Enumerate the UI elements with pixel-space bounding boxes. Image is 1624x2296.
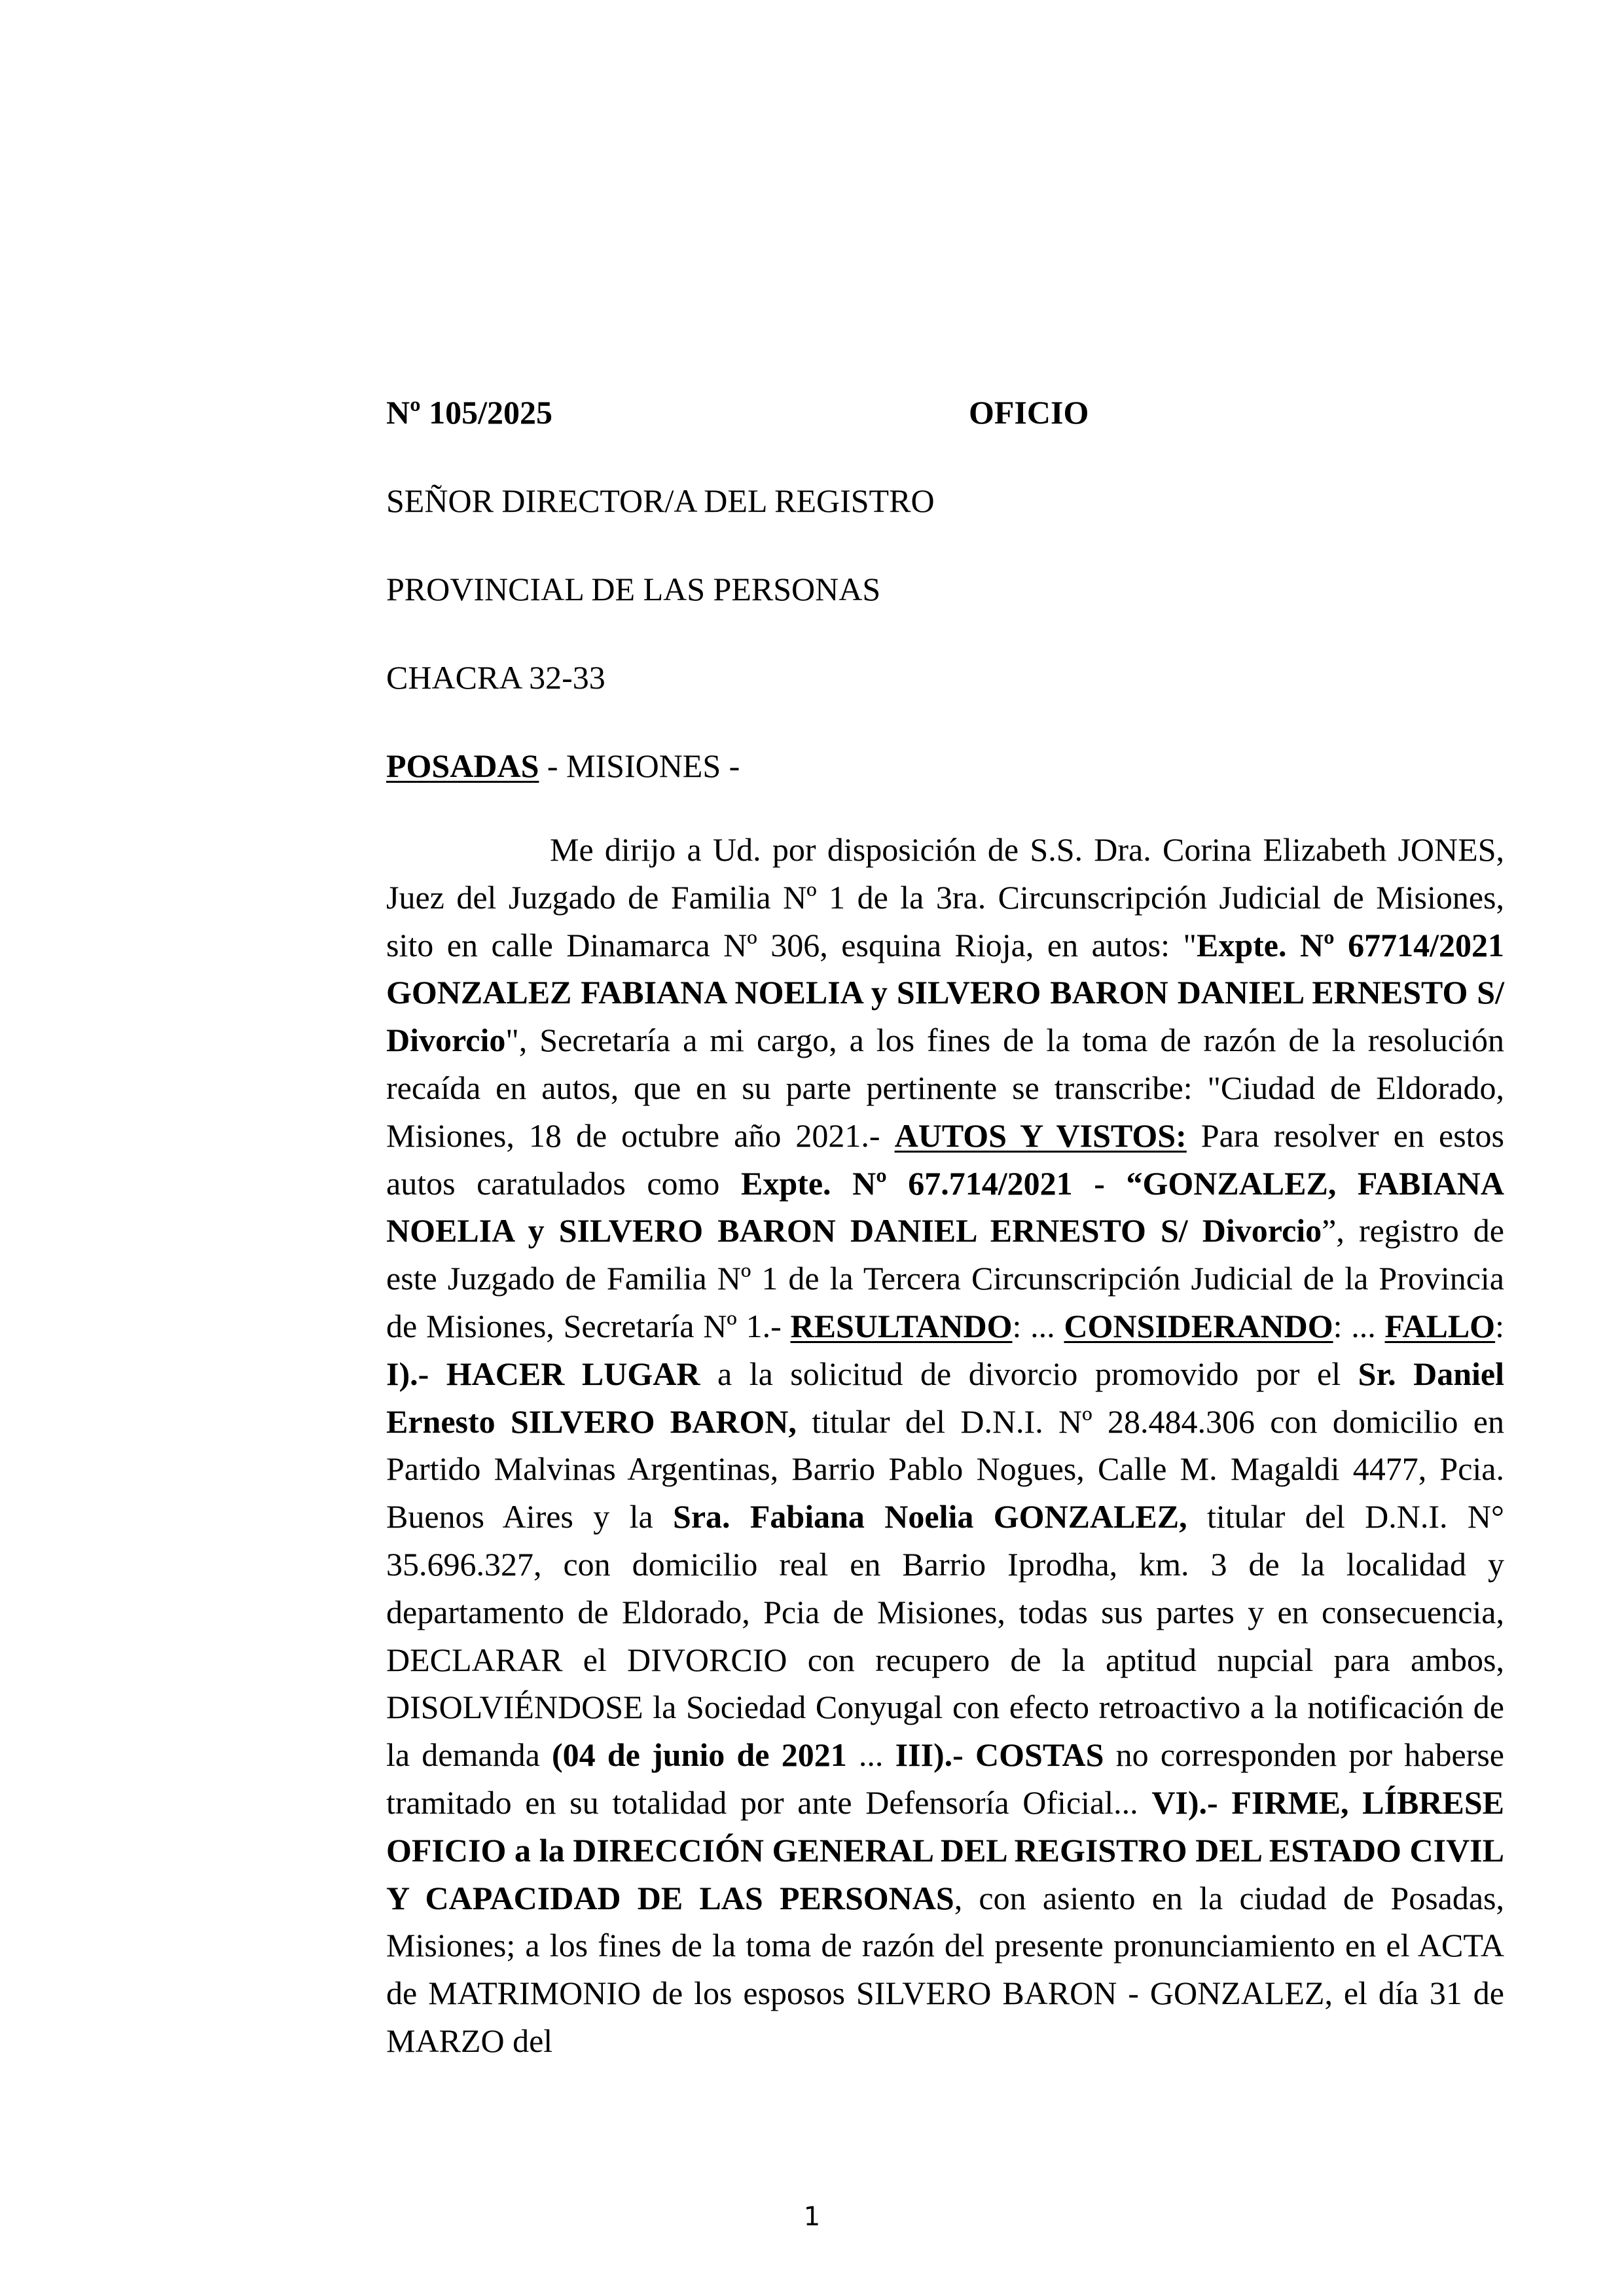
ruling-item-6: VI).- FIRME, LÍBRESE OFICIO a la DIRECCIÓN GENERAL DEL REGISTRO DEL ESTADO CIVIL Y CAPACIDAD DE LAS PERSONAS	[386, 1784, 1504, 1916]
body-intro: Me dirijo a Ud. por disposición de S.S. Dra. Corina Elizabeth JONES, Juez del Juzgado de Familia Nº 1 de la 3ra. Circunscripción Judicial de Misiones, sito en calle Dinamarca Nº 306, esquina Rioja, en autos: "	[386, 831, 1504, 963]
addressee-line-1: SEÑOR DIRECTOR/A DEL REGISTRO	[386, 482, 935, 519]
body-paragraph	[386, 826, 1504, 2065]
fallo-heading: FALLO	[1384, 1307, 1496, 1344]
autos-y-vistos-heading: AUTOS Y VISTOS:	[894, 1117, 1187, 1154]
ruling-item-1: I).- HACER LUGAR	[386, 1355, 700, 1392]
body-text-segment: , con asiento en la ciudad de Posadas, Misiones; a los fines de la toma de razón del presente pronunciamiento en el ACTA de MATRIMONIO de los esposos SILVERO BARON - GONZALEZ, el día 31 de MARZO del	[386, 1879, 1504, 2059]
notification-date: (04 de junio de 2021	[552, 1736, 847, 1774]
addressee-line-3: CHACRA 32-33	[386, 659, 605, 696]
page-number: 1	[803, 2202, 821, 2232]
document-type: OFICIO	[969, 394, 1089, 431]
addressee-province: - MISIONES -	[539, 747, 740, 784]
body-text-segment: :	[1495, 1307, 1504, 1344]
addressee-line-2: PROVINCIAL DE LAS PERSONAS	[386, 571, 881, 607]
body-text-segment: ...	[846, 1736, 895, 1774]
resultando-heading: RESULTANDO	[790, 1307, 1013, 1344]
addressee-city-line	[386, 740, 740, 792]
body-text-segment: a la solicitud de divorcio promovido por el	[700, 1355, 1358, 1392]
case-title: Expte. Nº 67.714/2021 - “GONZALEZ, FABIANA NOELIA y SILVERO BARON DANIEL ERNESTO S/ Divorcio	[386, 1164, 1505, 1249]
document-header	[386, 386, 1499, 439]
body-text-segment: ”, registro de este Juzgado de Familia Nº 1 de la Tercera Circunscripción Judicial de la Provincia de Misiones, Secretaría Nº 1.-	[386, 1212, 1504, 1344]
body-text-segment: no corresponden por haberse tramitado en su totalidad por ante Defensoría Oficial...	[386, 1736, 1504, 1821]
body-text-segment: : ...	[1012, 1307, 1064, 1344]
party-1-name: Sr. Daniel Ernesto SILVERO BARON,	[386, 1355, 1504, 1440]
body-text-segment: titular del D.N.I. N° 35.696.327, con domicilio real en Barrio Iprodha, km. 3 de la localidad y departamento de Eldorado, Pcia de Misiones, todas sus partes y en consecuencia, DECLARAR el DIVORCIO con recupero de la aptitud nupcial para ambos, DISOLVIÉNDOSE la Sociedad Conyugal con efecto retroactivo a la notificación de la demanda	[386, 1498, 1504, 1774]
addressee-city: POSADAS	[386, 747, 539, 784]
body-text-segment: Para resolver en estos autos caratulados como	[386, 1117, 1504, 1202]
body-text-segment: : ...	[1333, 1307, 1385, 1344]
body-transcription-intro: ", Secretaría a mi cargo, a los fines de la toma de razón de la resolución recaída en autos, que en su parte pertinente se transcribe: "Ciudad de Eldorado, Misiones, 18 de octubre año 2021.-	[386, 1022, 1504, 1154]
party-2-name: Sra. Fabiana Noelia GONZALEZ,	[673, 1498, 1187, 1535]
document-number: Nº 105/2025	[386, 394, 553, 431]
body-text-segment: titular del D.N.I. Nº 28.484.306 con domicilio en Partido Malvinas Argentinas, Barrio Pablo Nogues, Calle M. Magaldi 4477, Pcia. Buenos Aires y la	[386, 1403, 1504, 1535]
case-reference: Expte. Nº 67714/2021 GONZALEZ FABIANA NOELIA y SILVERO BARON DANIEL ERNESTO S/ Divorcio	[386, 926, 1505, 1059]
ruling-item-3: III).- COSTAS	[895, 1736, 1104, 1774]
considerando-heading: CONSIDERANDO	[1064, 1307, 1333, 1344]
